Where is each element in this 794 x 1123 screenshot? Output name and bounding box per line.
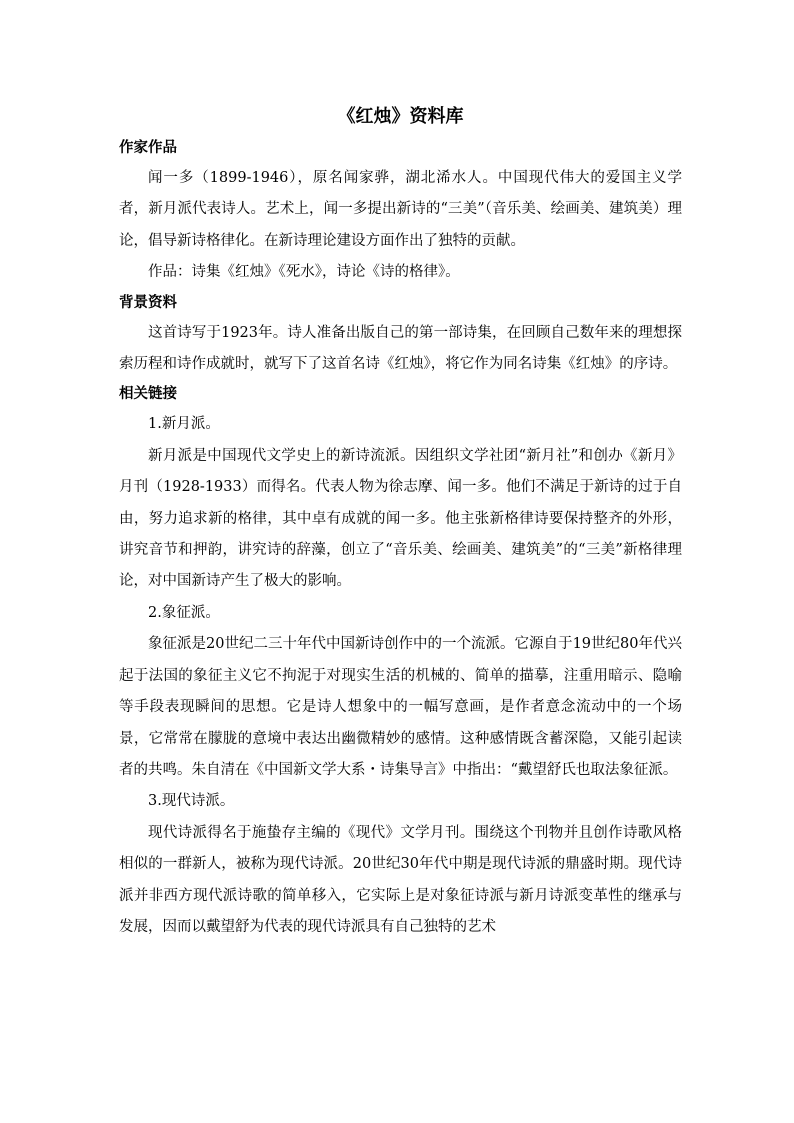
list-item-label: 3.现代诗派。 [148, 793, 235, 810]
section-heading: 作家作品 [119, 140, 177, 156]
paragraph: 象征派是20世纪二三十年代中国新诗创作中的一个流派。它源自于19世纪80年代兴起于法国的象征主义它不拘泥于对现实生活的机械的、简单的描摹，注重用暗示、隐喻等手段表现瞬间的思想。它是诗人想象中的一幅写意画，是作者意念流动中的一个场景，它常常在朦胧的意境中表达出幽微精妙的感情。这种感情既含蓄深隐，又能引起读者的共鸣。朱自清在《中国新文学大系・诗集导言》中指出：“戴望舒氏也取法象征派。 [119, 636, 682, 778]
list-item-label: 2.象征派。 [148, 604, 220, 621]
paragraph: 这首诗写于1923年。诗人准备出版自己的第一部诗集，在回顾自己数年来的理想探索历程和诗作成就时，就写下了这首名诗《红烛》，将它作为同名诗集《红烛》的序诗。 [119, 324, 682, 373]
paragraph: 闻一多（1899-1946），原名闻家骅，湖北浠水人。中国现代伟大的爱国主义学者，新月派代表诗人。艺术上，闻一多提出新诗的“三美”（音乐美、绘画美、建筑美）理论，倡导新诗格律化。在新诗理论建设方面作出了独特的贡献。 [119, 170, 682, 249]
list-item-label: 1.新月派。 [148, 416, 220, 433]
section-background [119, 289, 682, 381]
section-related-links [119, 380, 682, 943]
paragraph: 新月派是中国现代文学史上的新诗流派。因组织文学社团“新月社”和创办《新月》月刊（1928-1933）而得名。代表人物为徐志摩、闻一多。他们不满足于新诗的过于自由，努力追求新的格律，其中卓有成就的闻一多。他主张新格律诗要保持整齐的外形，讲究音节和押韵，讲究诗的辞藻，创立了“音乐美、绘画美、建筑美”的“三美”新格律理论，对中国新诗产生了极大的影响。 [119, 447, 682, 590]
section-author-works [119, 134, 682, 289]
document-title: 《红烛》资料库 [337, 106, 464, 127]
paragraph: 现代诗派得名于施蛰存主编的《现代》文学月刊。围绕这个刊物并且创作诗歌风格相似的一群新人，被称为现代诗派。20世纪30年代中期是现代诗派的鼎盛时期。现代诗派并非西方现代派诗歌的简单移入，它实际上是对象征诗派与新月诗派变革性的继承与发展，因而以戴望舒为代表的现代诗派具有自己独特的艺术 [119, 824, 682, 935]
section-heading: 背景资料 [119, 294, 177, 311]
section-heading: 相关链接 [119, 386, 177, 403]
paragraph: 作品：诗集《红烛》《死水》，诗论《诗的格律》。 [148, 264, 460, 281]
